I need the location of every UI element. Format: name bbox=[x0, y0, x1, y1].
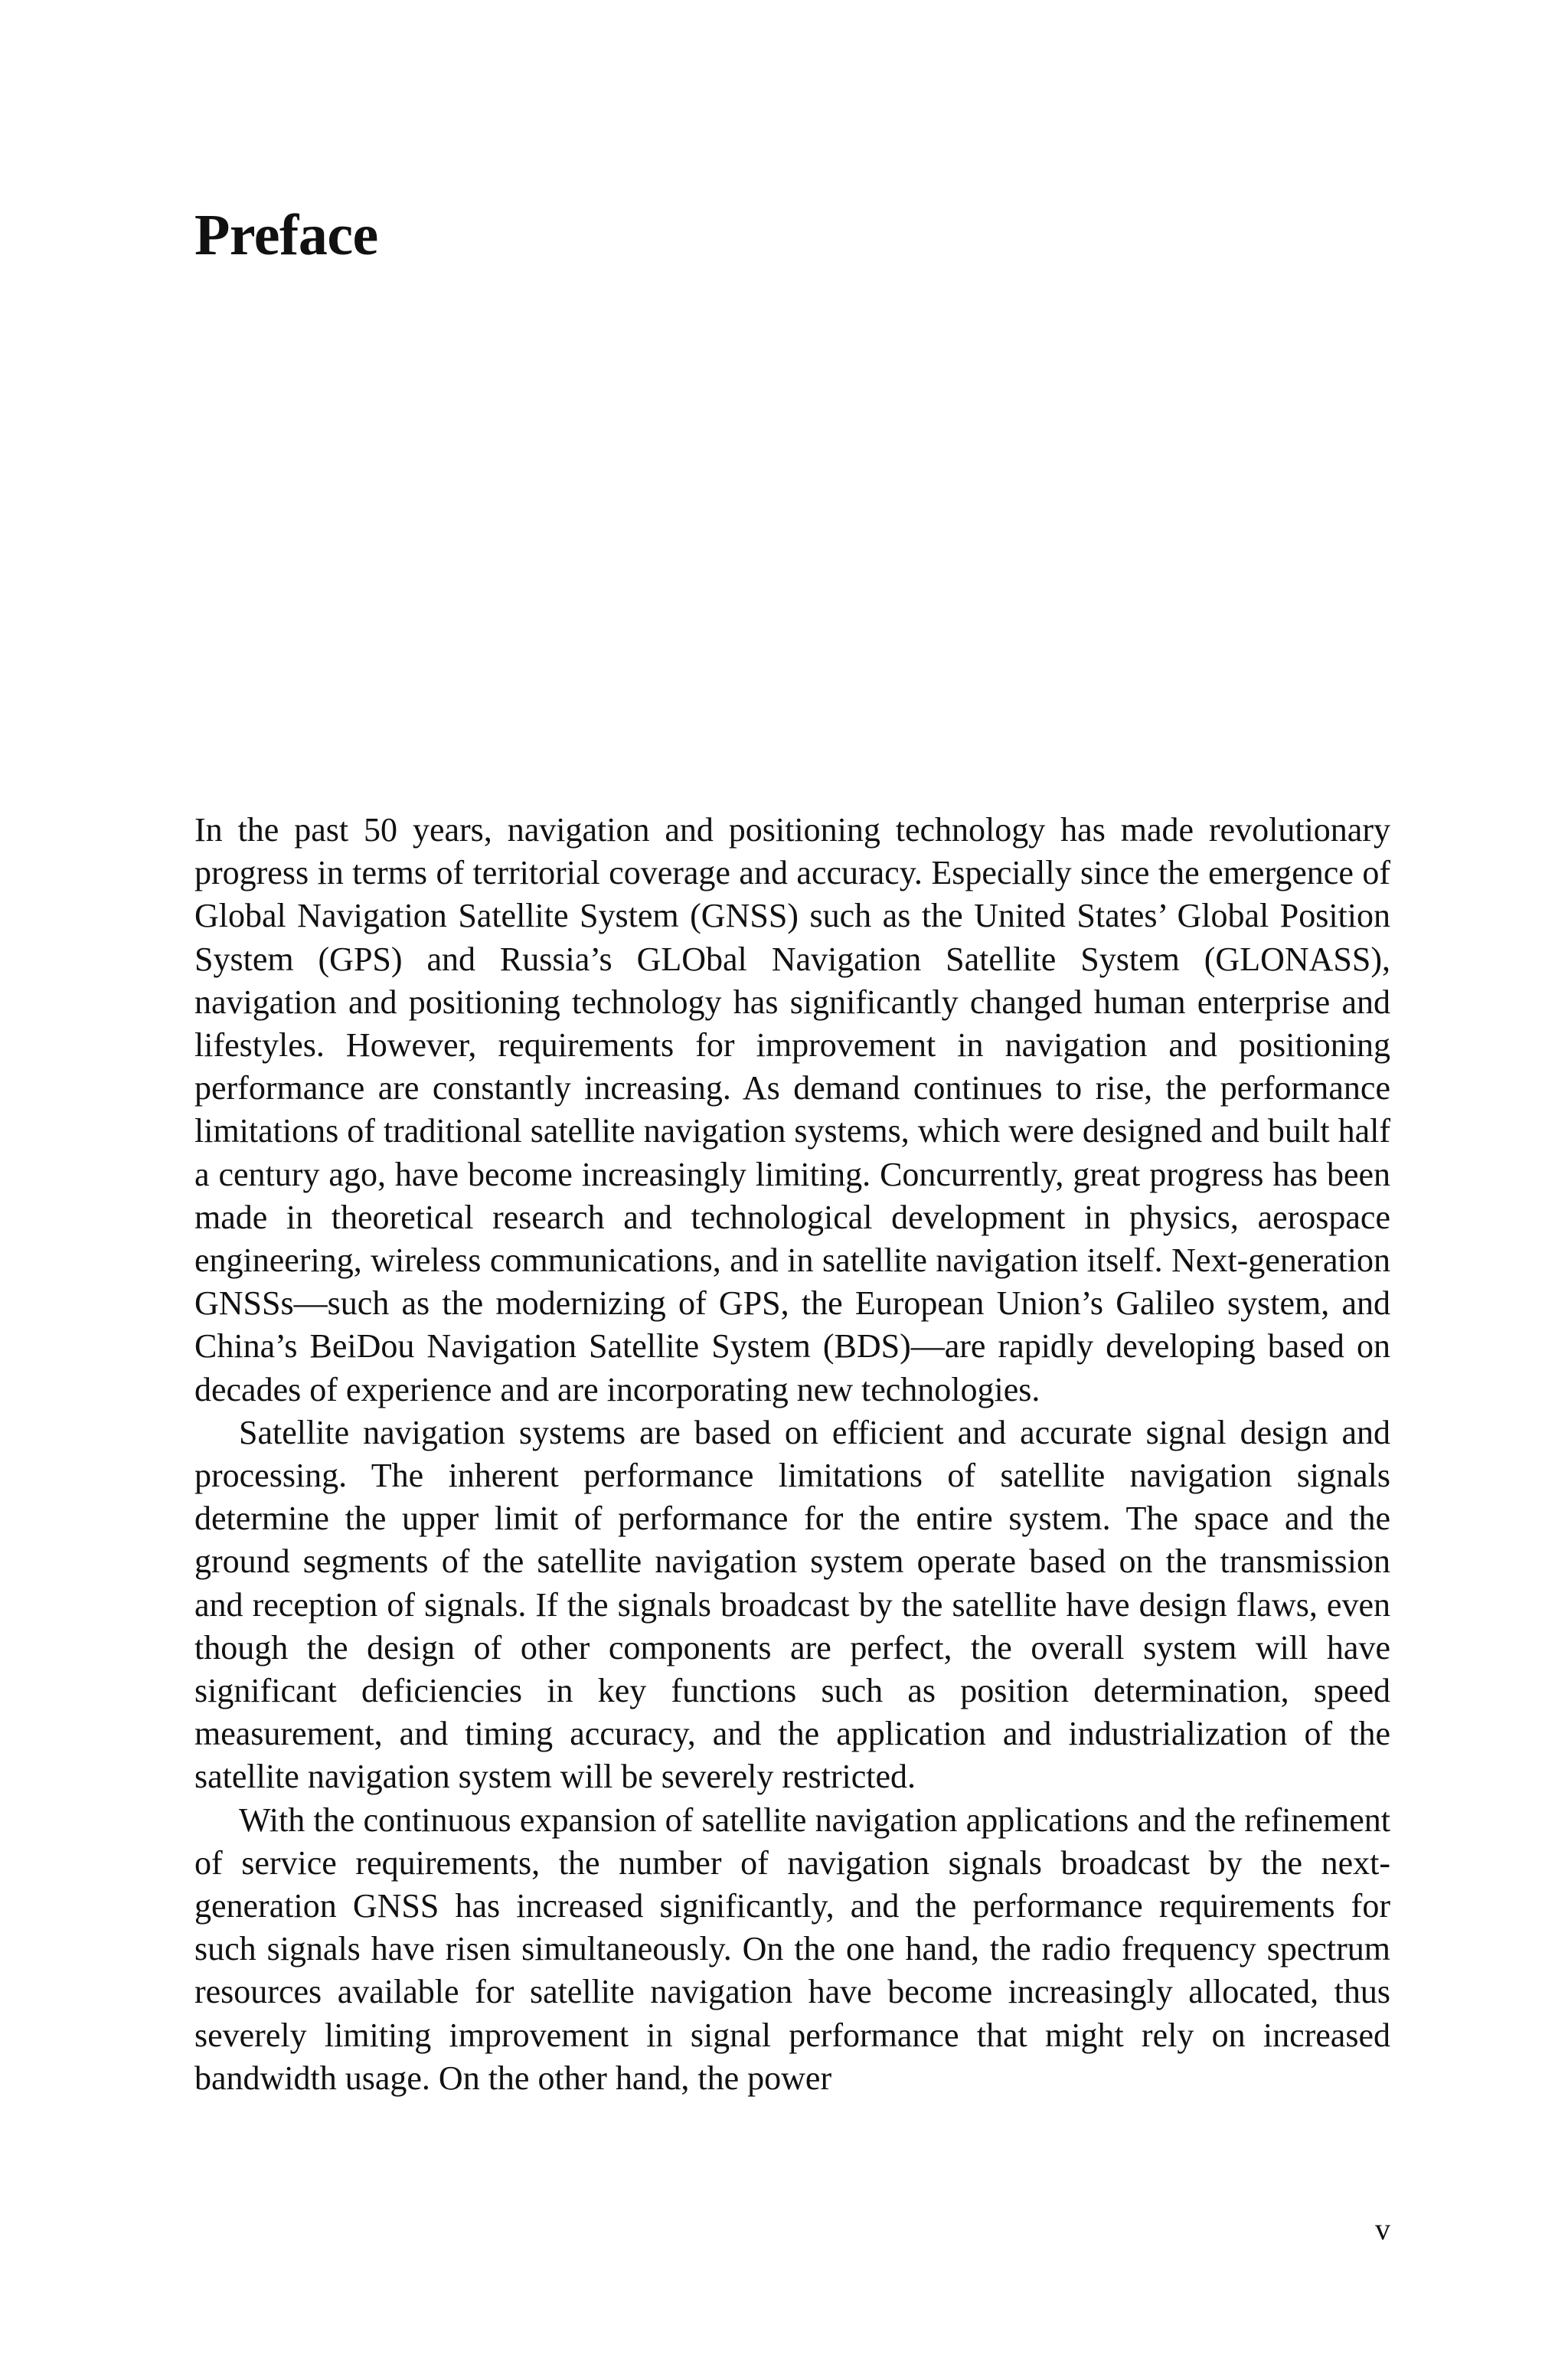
page-number: v bbox=[1375, 2212, 1390, 2246]
body-text bbox=[194, 809, 1390, 2100]
paragraph-1: In the past 50 years, navigation and positioning technology has made revolutionary progress in terms of territorial coverage and accuracy. Especially since the emergence of Global Navigation Satellite System (GNSS) such as the United States’ Global Position System (GPS) and Russia’s GLObal Navigation Satellite System (GLONASS), navigation and positioning technology has significantly changed human enterprise and lifestyles. However, requirements for improvement in navigation and positioning performance are constantly increasing. As demand continues to rise, the performance limitations of traditional satellite navigation systems, which were designed and built half a century ago, have become increasingly limiting. Concurrently, great progress has been made in theoretical research and technological development in physics, aerospace engineering, wireless communications, and in satellite navigation itself. Next-generation GNSSs—such as the modernizing of GPS, the European Union’s Galileo system, and China’s BeiDou Navigation Satellite System (BDS)—are rapidly developing based on decades of experience and are incorporating new technologies. bbox=[194, 811, 1390, 1408]
page-title: Preface bbox=[194, 203, 378, 267]
paragraph-3: With the continuous expansion of satellite navigation applications and the refinement of service requirements, the number of navigation signals broadcast by the next-generation GNSS has increased significantly, and the performance requirements for such signals have risen simultaneously. On the one hand, the radio frequency spectrum resources available for satellite navigation have become increasingly allocated, thus severely limiting improvement in signal performance that might rely on increased bandwidth usage. On the other hand, the power bbox=[194, 1801, 1390, 2097]
paragraph-2: Satellite navigation systems are based on efficient and accurate signal design and processing. The inherent performance limitations of satellite navigation signals determine the upper limit of performance for the entire system. The space and the ground segments of the satellite navigation system operate based on the transmission and reception of signals. If the signals broadcast by the satellite have design flaws, even though the design of other components are perfect, the overall system will have significant deficiencies in key functions such as position determination, speed measurement, and timing accuracy, and the application and industrialization of the satellite navigation system will be severely restricted. bbox=[194, 1413, 1390, 1796]
